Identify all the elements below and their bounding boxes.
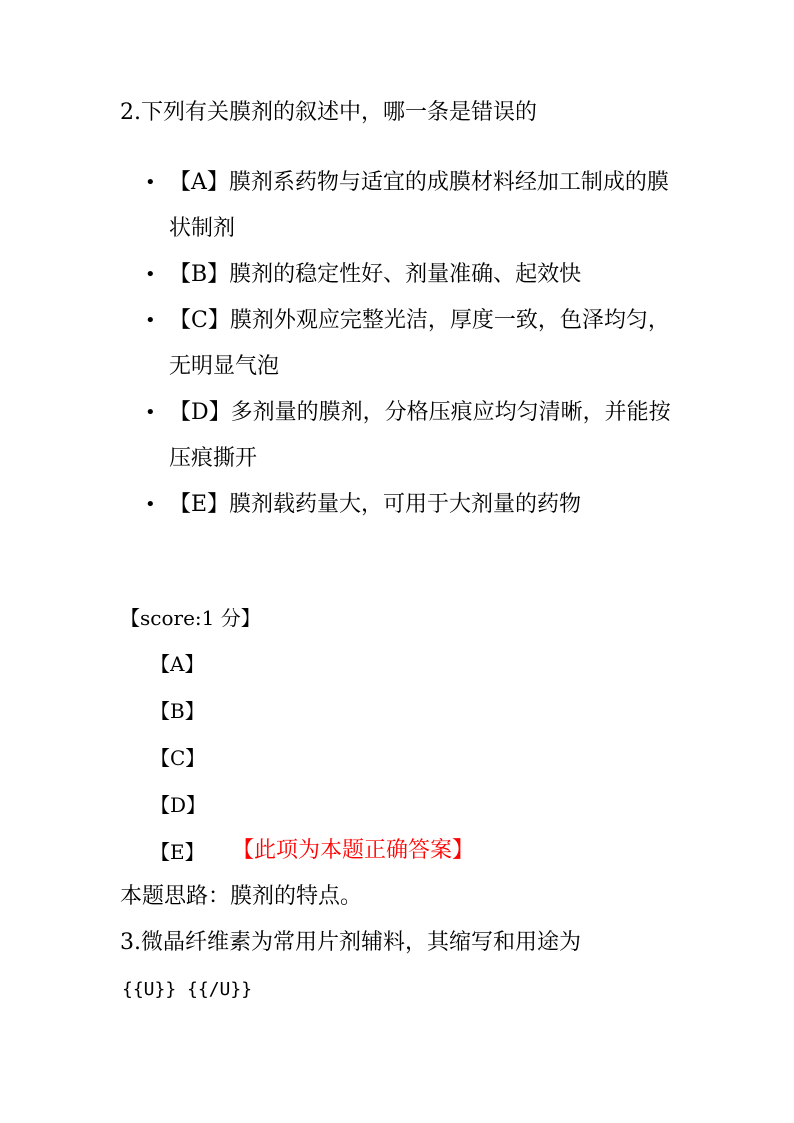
correct-answer-note: 【此项为本题正确答案】 <box>232 838 475 863</box>
answer-placeholder: {{U}} {{/U}} <box>122 979 253 1000</box>
answer-choice-e[interactable]: 【E】 <box>150 840 205 864</box>
option-item-b <box>145 252 685 298</box>
option-text: 【B】膜剂的稳定性好、剂量准确、起效快 <box>169 262 582 287</box>
option-item-a <box>145 160 685 252</box>
answer-choice-a[interactable]: 【A】 <box>150 652 205 676</box>
answer-choice-d[interactable]: 【D】 <box>150 793 207 817</box>
bullet-icon: • <box>145 264 156 285</box>
bullet-icon: • <box>145 402 156 423</box>
solution-idea: 本题思路：膜剂的特点。 <box>120 884 363 909</box>
option-list <box>145 160 685 528</box>
option-text: 【D】多剂量的膜剂，分格压痕应均匀清晰，并能按压痕撕开 <box>169 400 671 471</box>
bullet-icon: • <box>145 172 156 193</box>
option-item-e <box>145 482 685 528</box>
option-text: 【C】膜剂外观应完整光洁，厚度一致，色泽均匀，无明显气泡 <box>169 308 670 379</box>
option-text: 【A】膜剂系药物与适宜的成膜材料经加工制成的膜状制剂 <box>169 170 669 241</box>
option-text: 【E】膜剂载药量大，可用于大剂量的药物 <box>169 492 582 517</box>
question-2-title: 2.下列有关膜剂的叙述中，哪一条是错误的 <box>120 100 537 125</box>
bullet-icon: • <box>145 310 156 331</box>
bullet-icon: • <box>145 494 156 515</box>
score-label: 【score:1 分】 <box>120 606 261 630</box>
option-item-c <box>145 298 685 390</box>
question-3-title: 3.微晶纤维素为常用片剂辅料，其缩写和用途为 <box>120 930 581 955</box>
answer-choice-c[interactable]: 【C】 <box>150 746 206 770</box>
option-item-d <box>145 390 685 482</box>
answer-choice-b[interactable]: 【B】 <box>150 699 205 723</box>
